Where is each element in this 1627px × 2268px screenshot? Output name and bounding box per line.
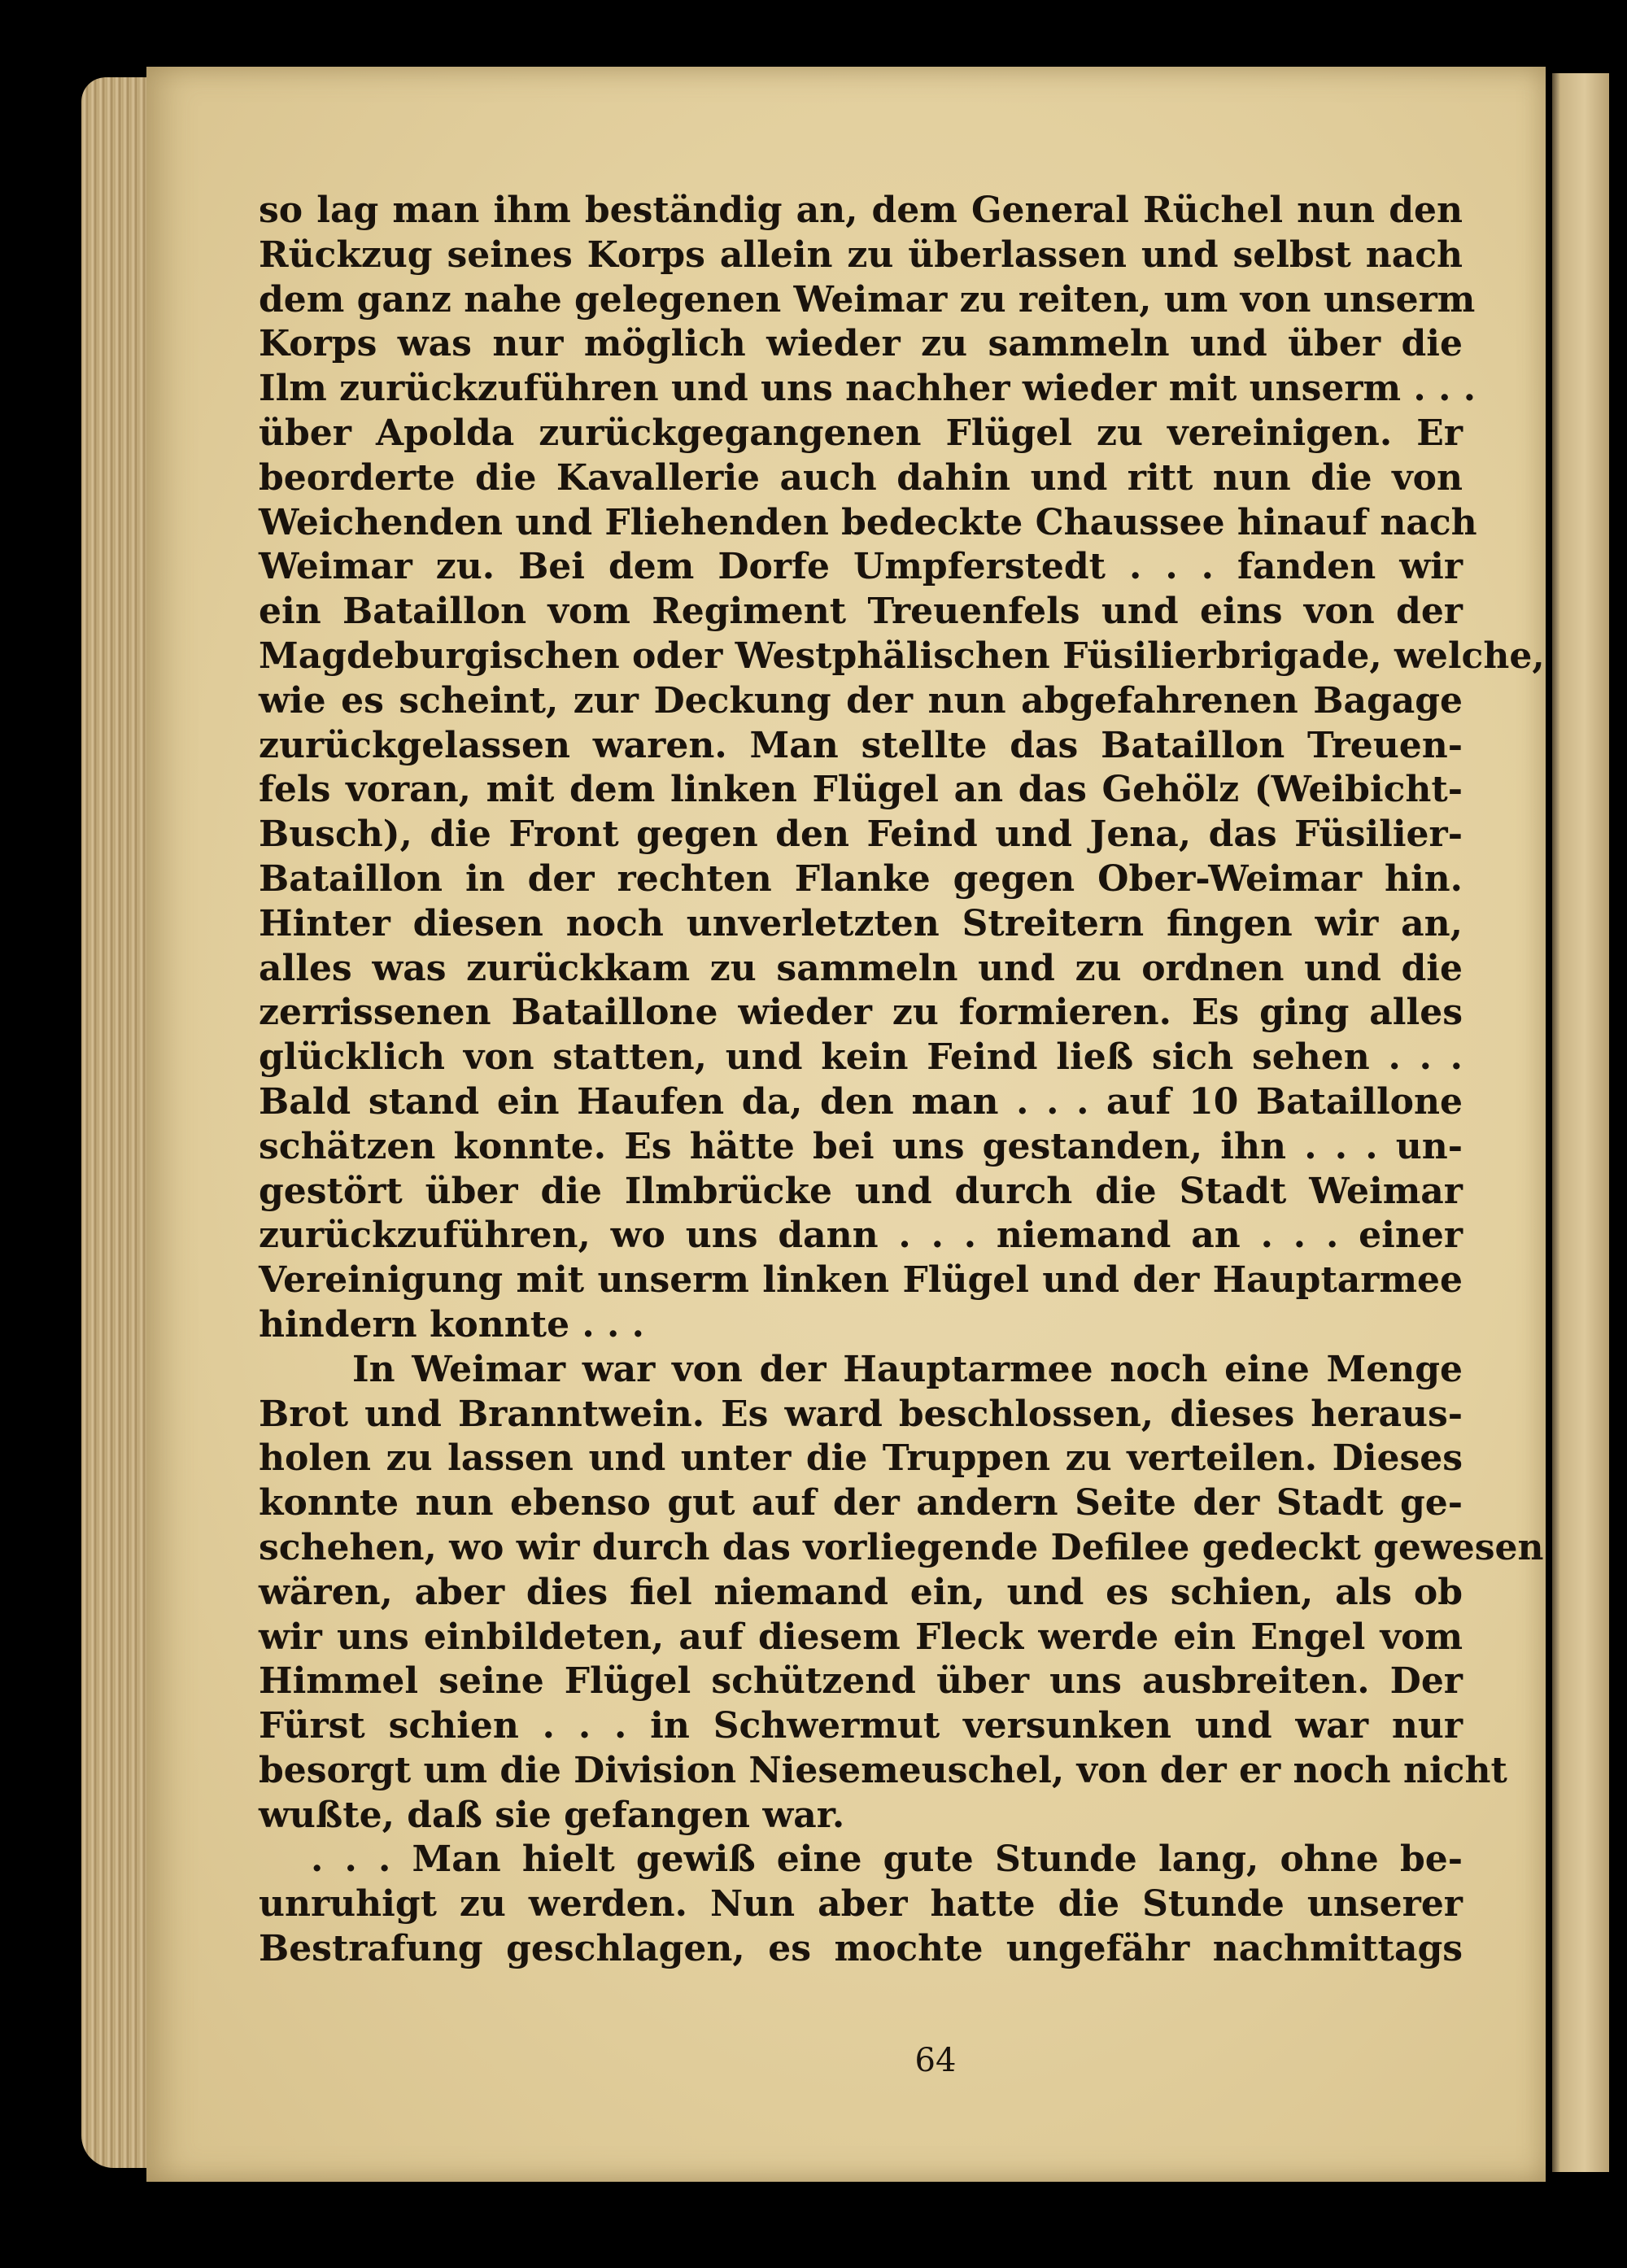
text-line: hindern konnte . . . xyxy=(259,1303,644,1346)
text-line: glücklich von statten, und kein Feind ließ sich sehen . . . xyxy=(259,1036,1463,1079)
next-page-edge xyxy=(1552,73,1609,2172)
text-line: ein Bataillon vom Regiment Treuenfels und eins von der xyxy=(259,591,1463,633)
text-line: zurückgelassen waren. Man stellte das Bataillon Treuen- xyxy=(259,724,1463,766)
text-line: so lag man ihm beständig an, dem General Rüchel nun den xyxy=(259,190,1463,231)
text-line: Weichenden und Fliehenden bedeckte Chaussee hinauf nach xyxy=(259,501,1477,543)
text-line: Vereinigung mit unserm linken Flügel und der Hauptarmee xyxy=(259,1259,1463,1302)
text-line: Korps was nur möglich wieder zu sammeln und über die xyxy=(259,323,1463,365)
text-line: Weimar zu. Bei dem Dorfe Umpferstedt . . . fanden wir xyxy=(259,546,1463,588)
text-line: Brot und Branntwein. Es ward beschlossen, dieses heraus- xyxy=(259,1393,1463,1435)
text-line: Fürst schien . . . in Schwermut versunken und war nur xyxy=(259,1705,1463,1747)
text-line: fels voran, mit dem linken Flügel an das Gehölz (Weibicht- xyxy=(259,769,1463,811)
text-line: konnte nun ebenso gut auf der andern Seite der Stadt ge- xyxy=(259,1482,1463,1524)
text-line: Busch), die Front gegen den Feind und Jena, das Füsilier- xyxy=(259,813,1463,856)
text-line: holen zu lassen und unter die Truppen zu verteilen. Dieses xyxy=(259,1437,1463,1480)
text-line: wußte, daß sie gefangen war. xyxy=(259,1794,845,1836)
text-line: Bestrafung geschlagen, es mochte ungefähr nachmittags xyxy=(259,1928,1463,1970)
text-line: Ilm zurückzuführen und uns nachher wieder mit unserm . . . xyxy=(259,368,1477,410)
text-line: zurückzuführen, wo uns dann . . . niemand an . . . einer xyxy=(259,1215,1463,1257)
text-line: Himmel seine Flügel schützend über uns ausbreiten. Der xyxy=(259,1660,1463,1703)
text-line: In Weimar war von der Hauptarmee noch eine Menge xyxy=(352,1348,1463,1390)
text-line: wir uns einbildeten, auf diesem Fleck werde ein Engel vom xyxy=(259,1616,1463,1658)
body-text xyxy=(259,189,1545,1972)
text-line: dem ganz nahe gelegenen Weimar zu reiten, um von unserm xyxy=(259,278,1476,321)
text-line: gestört über die Ilmbrücke und durch die Stadt Weimar xyxy=(259,1170,1463,1212)
page-number: 64 xyxy=(914,2042,957,2079)
text-line: Bald stand ein Haufen da, den man . . . auf 10 Bataillone xyxy=(259,1080,1463,1123)
text-line: alles was zurückkam zu sammeln und zu ordnen und die xyxy=(259,947,1463,989)
text-line: wären, aber dies fiel niemand ein, und es schien, als ob xyxy=(259,1571,1463,1613)
text-line: Hinter diesen noch unverletzten Streitern fingen wir an, xyxy=(259,902,1463,944)
text-line: schehen, wo wir durch das vorliegende Defilee gedeckt gewesen xyxy=(259,1526,1544,1568)
text-line: . . . Man hielt gewiß eine gute Stunde lang, ohne be- xyxy=(311,1838,1463,1881)
text-line: Rückzug seines Korps allein zu überlassen und selbst nach xyxy=(259,233,1463,276)
text-line: besorgt um die Division Niesemeuschel, von der er noch nicht xyxy=(259,1749,1507,1791)
text-line: über Apolda zurückgegangenen Flügel zu vereinigen. Er xyxy=(259,412,1463,454)
text-line: Bataillon in der rechten Flanke gegen Ober-Weimar hin. xyxy=(259,857,1463,900)
text-line: schätzen konnte. Es hätte bei uns gestanden, ihn . . . un- xyxy=(259,1125,1463,1167)
text-line: Magdeburgischen oder Westphälischen Füsilierbrigade, welche, xyxy=(259,635,1545,677)
text-line: beorderte die Kavallerie auch dahin und ritt nun die von xyxy=(259,456,1463,499)
text-line: unruhigt zu werden. Nun aber hatte die Stunde unserer xyxy=(259,1883,1463,1926)
text-line: wie es scheint, zur Deckung der nun abgefahrenen Bagage xyxy=(259,679,1463,722)
text-line: zerrissenen Bataillone wieder zu formieren. Es ging alles xyxy=(259,992,1463,1034)
